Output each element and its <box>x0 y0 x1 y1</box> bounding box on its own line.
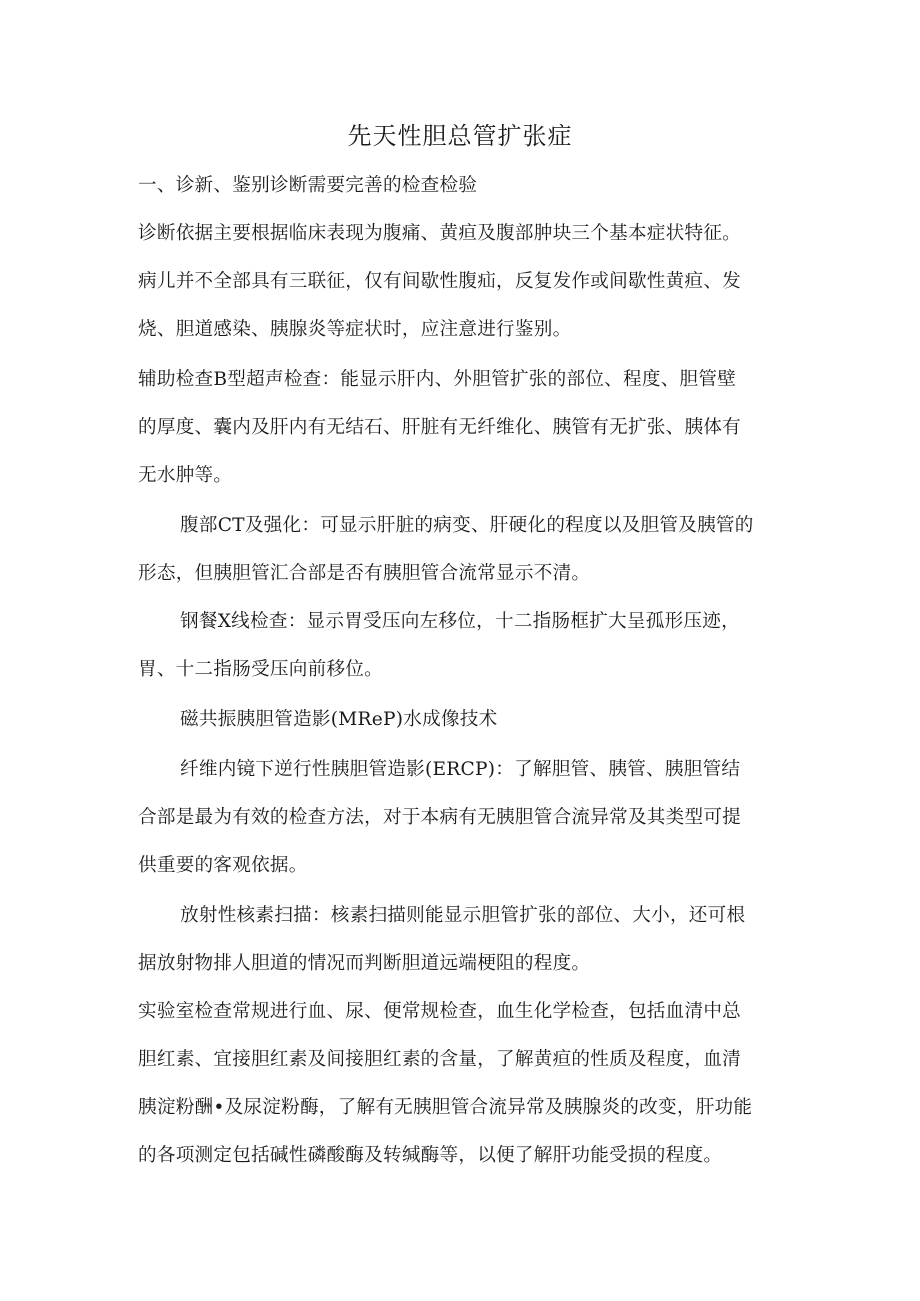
paragraph-line-ct-2: 形态，但胰胆管汇合部是否有胰胆管合流常显示不清。 <box>138 563 591 584</box>
paragraph-line-lab-1: 实验室检查常规进行血、尿、便常规检查，血生化学检查，包括血清中总 <box>138 1001 742 1022</box>
paragraph-line-ercp-3: 供重要的客观依据。 <box>138 855 308 876</box>
paragraph-line-lab-4: 的各项测定包括碱性磷酸酶及转缄酶等，以便了解肝功能受损的程度。 <box>138 1145 723 1166</box>
paragraph-line-barium-2: 胃、十二指肠受压向前移位。 <box>138 659 383 680</box>
paragraph-line-ercp-2: 合部是最为有效的检查方法，对于本病有无胰胆管合流异常及其类型可提 <box>138 807 742 828</box>
paragraph-line-diagnosis-1: 诊断依据主要根据临床表现为腹痛、黄疸及腹部肿块三个基本症状特征。 <box>138 223 742 244</box>
section-heading: 一、诊新、鉴别诊断需要完善的检查检验 <box>138 175 478 196</box>
paragraph-line-lab-3: 胰淀粉酬•及尿淀粉酶，了解有无胰胆管合流异常及胰腺炎的改变，肝功能 <box>138 1097 753 1118</box>
paragraph-line-ercp-1: 纤维内镜下逆行性胰胆管造影(ERCP)：了解胆管、胰管、胰胆管结 <box>180 759 741 780</box>
paragraph-line-lab-2: 胆红素、宜接胆红素及间接胆红素的含量，了解黄疸的性质及程度，血清 <box>138 1049 742 1070</box>
paragraph-line-ultrasound-2: 的厚度、囊内及肝内有无结石、肝脏有无纤维化、胰管有无扩张、胰体有 <box>138 417 742 438</box>
paragraph-line-diagnosis-3: 烧、胆道感染、胰腺炎等症状时，应注意进行鉴别。 <box>138 319 572 340</box>
paragraph-line-radionuclide-1: 放射性核素扫描：核素扫描则能显示胆管扩张的部位、大小，还可根 <box>180 905 746 926</box>
paragraph-line-ultrasound-3: 无水肿等。 <box>138 465 233 486</box>
paragraph-line-ultrasound-1: 辅助检查B型超声检查：能显示肝内、外胆管扩张的部位、程度、胆管壁 <box>138 369 737 390</box>
paragraph-line-diagnosis-2: 病儿并不全部具有三联征，仅有间歇性腹疝，反复发作或间歇性黄疸、发 <box>138 271 742 292</box>
paragraph-line-ct-1: 腹部CT及强化：可显示肝脏的病变、肝硬化的程度以及胆管及胰管的 <box>180 515 754 536</box>
paragraph-line-mrcp: 磁共振胰胆管造影(MReP)水成像技术 <box>180 709 498 730</box>
paragraph-line-radionuclide-2: 据放射物排人胆道的情况而判断胆道远端梗阻的程度。 <box>138 953 591 974</box>
document-title: 先天性胆总管扩张症 <box>347 122 573 150</box>
paragraph-line-barium-1: 钢餐X线检查：显示胃受压向左移位，十二指肠框扩大呈孤形压迹， <box>180 611 740 632</box>
